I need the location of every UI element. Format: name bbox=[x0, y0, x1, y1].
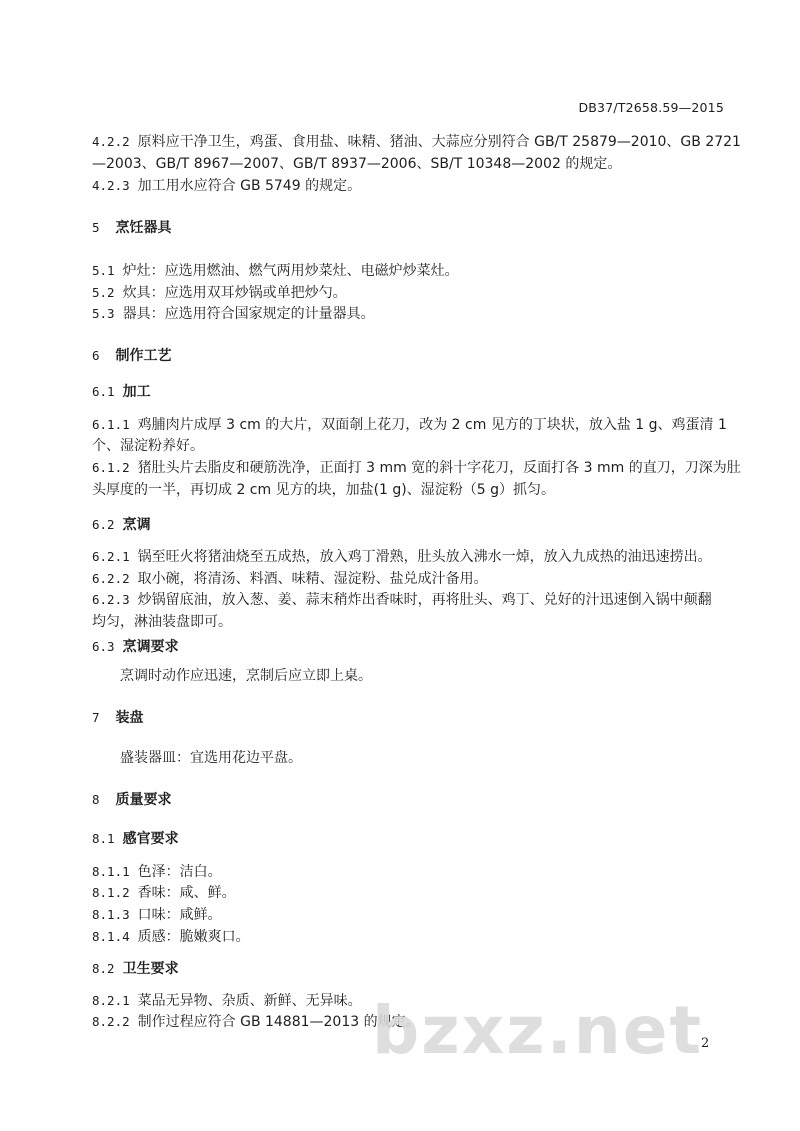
clause-text: 色泽：洁白。 bbox=[137, 864, 222, 880]
clause-text: 猪肚头片去脂皮和硬筋洗净，正面打 3 mm 宽的斜十字花刀，反面打各 3 mm 的直刀，刀深为肚 bbox=[137, 460, 741, 476]
clause-text: 口味：咸鲜。 bbox=[137, 907, 222, 923]
clause-8-1-2 bbox=[92, 884, 236, 902]
clause-number: 8.1.4 bbox=[92, 929, 130, 944]
section-heading-5 bbox=[92, 219, 172, 237]
watermark: bzxz.net bbox=[372, 992, 704, 1069]
section-title: 烹调要求 bbox=[122, 639, 179, 655]
section-title: 烹饪器具 bbox=[115, 220, 172, 236]
clause-6-1-2-cont bbox=[92, 481, 555, 499]
clause-number: 5.2 bbox=[92, 285, 115, 300]
clause-number: 8.2.1 bbox=[92, 993, 130, 1008]
clause-6-1-1 bbox=[92, 416, 727, 434]
section-number: 8.1 bbox=[92, 831, 115, 846]
clause-number: 4.2.2 bbox=[92, 134, 130, 149]
clause-number: 6.2.2 bbox=[92, 571, 130, 586]
clause-8-1-3 bbox=[92, 906, 222, 924]
clause-number: 8.2.2 bbox=[92, 1014, 130, 1029]
clause-text: 鸡脯肉片成厚 3 cm 的大片，双面剞上花刀，改为 2 cm 见方的丁块状，放入盐 1 g、鸡蛋清 1 bbox=[137, 417, 727, 433]
clause-text: —2003、GB/T 8967—2007、GB/T 8937—2006、SB/T 10348—2002 的规定。 bbox=[92, 156, 622, 172]
section-heading-8 bbox=[92, 791, 172, 809]
clause-text: 加工用水应符合 GB 5749 的规定。 bbox=[137, 178, 362, 194]
paragraph-text: 盛装器皿：宜选用花边平盘。 bbox=[120, 750, 302, 766]
clause-text: 菜品无异物、杂质、新鲜、无异味。 bbox=[137, 993, 362, 1009]
section-number: 8 bbox=[92, 792, 100, 807]
clause-6-2-3-cont bbox=[92, 613, 232, 631]
clause-number: 6.2.3 bbox=[92, 592, 130, 607]
clause-text: 炉灶：应选用燃油、燃气两用炒菜灶、电磁炉炒菜灶。 bbox=[122, 263, 459, 279]
paragraph-6-3 bbox=[120, 667, 372, 685]
clause-text: 香味：咸、鲜。 bbox=[137, 885, 236, 901]
subsection-heading-6-3 bbox=[92, 638, 179, 656]
section-heading-6 bbox=[92, 347, 172, 365]
subsection-heading-8-1 bbox=[92, 830, 179, 848]
clause-number: 5.3 bbox=[92, 306, 115, 321]
section-title: 加工 bbox=[122, 384, 151, 400]
section-heading-7 bbox=[92, 709, 144, 727]
paragraph-text: 烹调时动作应迅速，烹制后应立即上桌。 bbox=[120, 668, 372, 684]
clause-text: 原料应干净卫生，鸡蛋、食用盐、味精、猪油、大蒜应分别符合 GB/T 25879—2010、GB 2721 bbox=[137, 134, 741, 150]
section-title: 感官要求 bbox=[122, 831, 179, 847]
paragraph-7 bbox=[120, 749, 302, 767]
subsection-heading-6-2 bbox=[92, 516, 151, 534]
clause-8-2-2 bbox=[92, 1013, 420, 1031]
standard-code: DB37/T2658.59—2015 bbox=[578, 100, 724, 115]
clause-number: 4.2.3 bbox=[92, 178, 130, 193]
clause-number: 8.1.2 bbox=[92, 885, 130, 900]
subsection-heading-6-1 bbox=[92, 383, 151, 401]
clause-5-3 bbox=[92, 305, 375, 323]
clause-8-2-1 bbox=[92, 992, 362, 1010]
clause-number: 5.1 bbox=[92, 263, 115, 278]
clause-text: 头厚度的一半，再切成 2 cm 见方的块，加盐(1 g)、湿淀粉（5 g）抓匀。 bbox=[92, 482, 556, 498]
section-number: 5 bbox=[92, 220, 100, 235]
clause-6-1-2 bbox=[92, 459, 741, 477]
clause-6-2-2 bbox=[92, 570, 488, 588]
section-title: 卫生要求 bbox=[122, 961, 179, 977]
clause-6-2-1 bbox=[92, 548, 712, 566]
clause-text: 锅至旺火将猪油烧至五成热，放入鸡丁滑熟，肚头放入沸水一焯，放入九成热的油迅速捞出。 bbox=[137, 549, 712, 565]
clause-text: 取小碗，将清汤、料酒、味精、湿淀粉、盐兑成汁备用。 bbox=[137, 571, 488, 587]
clause-number: 8.1.1 bbox=[92, 864, 130, 879]
clause-number: 8.1.3 bbox=[92, 907, 130, 922]
clause-6-2-3 bbox=[92, 591, 712, 609]
section-title: 制作工艺 bbox=[115, 348, 172, 364]
clause-text: 炊具：应选用双耳炒锅或单把炒勺。 bbox=[122, 285, 347, 301]
clause-4-2-2-cont bbox=[92, 155, 621, 173]
clause-text: 制作过程应符合 GB 14881—2013 的规定。 bbox=[137, 1014, 420, 1030]
clause-number: 6.1.2 bbox=[92, 460, 130, 475]
subsection-heading-8-2 bbox=[92, 960, 179, 978]
clause-text: 均匀，淋油装盘即可。 bbox=[92, 614, 232, 630]
clause-8-1-1 bbox=[92, 863, 222, 881]
clause-text: 器具：应选用符合国家规定的计量器具。 bbox=[122, 306, 375, 322]
clause-text: 质感：脆嫩爽口。 bbox=[137, 929, 250, 945]
section-number: 6.2 bbox=[92, 517, 115, 532]
clause-4-2-3 bbox=[92, 177, 361, 195]
section-title: 装盘 bbox=[115, 710, 144, 726]
section-number: 7 bbox=[92, 710, 100, 725]
clause-text: 个、湿淀粉养好。 bbox=[92, 438, 204, 454]
page-number: 2 bbox=[701, 1036, 710, 1051]
clause-5-1 bbox=[92, 262, 459, 280]
section-number: 6.3 bbox=[92, 639, 115, 654]
section-number: 8.2 bbox=[92, 961, 115, 976]
clause-text: 炒锅留底油，放入葱、姜、蒜末稍炸出香味时，再将肚头、鸡丁、兑好的汁迅速倒入锅中颠翻 bbox=[137, 592, 712, 608]
section-number: 6 bbox=[92, 348, 100, 363]
clause-6-1-1-cont bbox=[92, 437, 204, 455]
clause-8-1-4 bbox=[92, 928, 250, 946]
section-number: 6.1 bbox=[92, 384, 115, 399]
clause-number: 6.2.1 bbox=[92, 549, 130, 564]
clause-4-2-2 bbox=[92, 133, 741, 151]
clause-number: 6.1.1 bbox=[92, 417, 130, 432]
clause-5-2 bbox=[92, 284, 347, 302]
section-title: 烹调 bbox=[122, 517, 151, 533]
section-title: 质量要求 bbox=[115, 792, 172, 808]
